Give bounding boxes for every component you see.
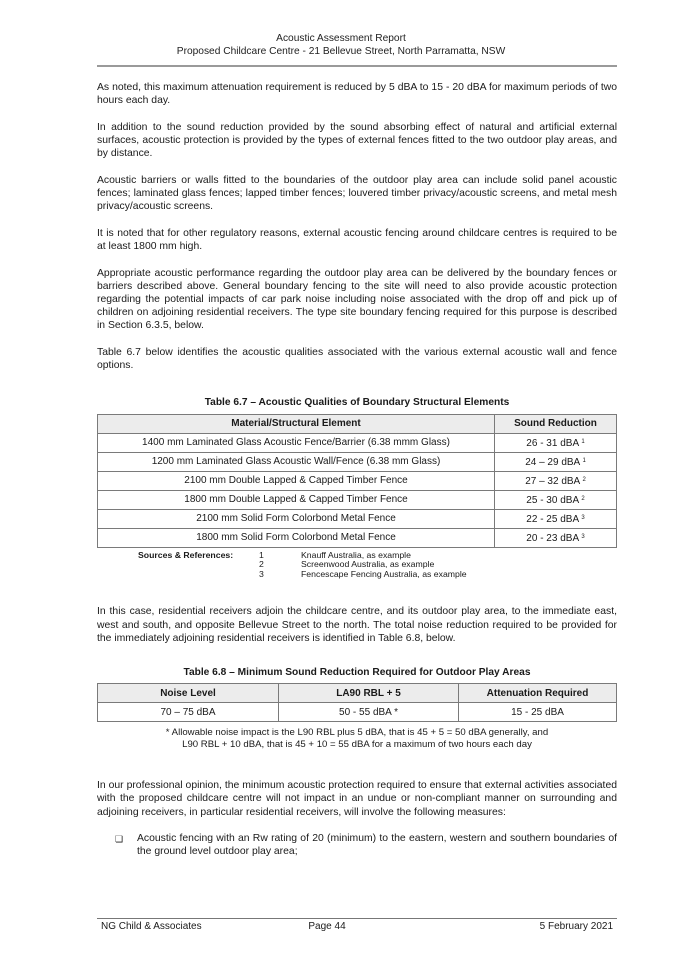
- checkbox-bullet-icon: ❏: [115, 834, 124, 845]
- paragraph: It is noted that for other regulatory reasons, external acoustic fencing around childcare centres is required to be at least 1800 mm high.: [97, 227, 617, 252]
- table-row: [98, 509, 617, 528]
- paragraph: In this case, residential receivers adjoin the childcare centre, and its outdoor play area, to the immediate east, west and south, and opposite Bellevue Street to the north. The total noise reduction required to be provided for the immediately adjoining residential receivers is identified in Table 6.8, below.: [97, 606, 617, 644]
- page-header: [0, 32, 682, 58]
- table-row: [98, 703, 617, 722]
- bullet-text: Acoustic fencing with an Rw rating of 20 (minimum) to the eastern, western and southern boundaries of the ground level outdoor play area;: [137, 833, 617, 858]
- element-cell: 1800 mm Double Lapped & Capped Timber Fence: [98, 490, 495, 509]
- element-cell: 1200 mm Laminated Glass Acoustic Wall/Fence (6.38 mm Glass): [98, 452, 495, 471]
- reduction-cell: 25 - 30 dBA $^2$: [495, 490, 617, 509]
- footer-divider: [97, 918, 617, 919]
- source-text: Fencescape Fencing Australia, as example: [301, 568, 467, 579]
- source-text: Screenwood Australia, as example: [301, 559, 435, 570]
- table-note: [97, 727, 617, 751]
- table-row: [98, 452, 617, 471]
- table-6-8-caption: Table 6.8 – Minimum Sound Reduction Required for Outdoor Play Areas: [183, 667, 531, 678]
- sources-label: Sources & References:: [138, 549, 234, 560]
- table-header-row: [98, 684, 617, 703]
- element-cell: 2100 mm Double Lapped & Capped Timber Fence: [98, 471, 495, 490]
- paragraph: In our professional opinion, the minimum acoustic protection required to ensure that external activities associated with the proposed childcare centre will not impact in an undue or non-compliant manner on surrounding and adjoining receivers, in particular residential receivers, will involve the following measures:: [97, 780, 617, 818]
- table-6-7-caption: Table 6.7 – Acoustic Qualities of Boundary Structural Elements: [204, 397, 510, 409]
- note-line: * Allowable noise impact is the L90 RBL plus 5 dBA, that is 45 + 5 = 50 dBA generally, and: [165, 727, 549, 739]
- source-text: Knauff Australia, as example: [301, 549, 411, 560]
- noise-level-cell: 70 – 75 dBA: [98, 703, 279, 722]
- footer-date: 5 February 2021: [539, 921, 614, 932]
- page-body: [97, 81, 617, 859]
- la90-cell: 50 - 55 dBA *: [279, 703, 459, 722]
- attenuation-cell: 15 - 25 dBA: [459, 703, 617, 722]
- reduction-cell: 20 - 23 dBA $^3$: [495, 528, 617, 547]
- table-row: [98, 471, 617, 490]
- note-line: L90 RBL + 10 dBA, that is 45 + 10 = 55 dBA for a maximum of two hours each day: [182, 739, 532, 751]
- source-number: 2: [259, 559, 264, 570]
- table-row: [98, 433, 617, 452]
- table-row: [98, 490, 617, 509]
- column-header: Sound Reduction: [495, 414, 617, 433]
- report-subtitle: Proposed Childcare Centre - 21 Bellevue Street, North Parramatta, NSW: [176, 46, 506, 57]
- paragraph: Table 6.7 below identifies the acoustic qualities associated with the various external acoustic wall and fence options.: [97, 347, 617, 372]
- reduction-cell: 24 – 29 dBA $^1$: [495, 452, 617, 471]
- paragraph: Acoustic barriers or walls fitted to the boundaries of the outdoor play area can include solid panel acoustic fences; laminated glass fences; lapped timber fences; louvered timber privacy/acoustic screens, and metal mesh privacy/acoustic screens.: [97, 174, 617, 213]
- reduction-cell: 26 - 31 dBA $^1$: [495, 433, 617, 452]
- paragraph: As noted, this maximum attenuation requirement is reduced by 5 dBA to 15 - 20 dBA for maximum periods of two hours each day.: [97, 82, 617, 107]
- footer-page-number: Page 44: [308, 921, 346, 932]
- column-header: Noise Level: [98, 684, 279, 703]
- report-title: Acoustic Assessment Report: [276, 33, 406, 44]
- source-number: 1: [259, 549, 264, 560]
- bullet-item: [115, 832, 617, 858]
- page-footer: [101, 921, 613, 932]
- source-number: 3: [259, 568, 264, 579]
- table-6-7: [97, 414, 617, 548]
- element-cell: 1800 mm Solid Form Colorbond Metal Fence: [98, 528, 495, 547]
- element-cell: 2100 mm Solid Form Colorbond Metal Fence: [98, 509, 495, 528]
- table-6-8: [97, 683, 617, 722]
- reduction-cell: 22 - 25 dBA $^3$: [495, 509, 617, 528]
- header-divider: [97, 65, 617, 67]
- column-header: Material/Structural Element: [98, 414, 495, 433]
- table-header-row: [98, 414, 617, 433]
- table-row: [98, 528, 617, 547]
- column-header: LA90 RBL + 5: [279, 684, 459, 703]
- paragraph: In addition to the sound reduction provided by the sound absorbing effect of natural and artificial external surfaces, acoustic protection is provided by the types of external fences fitted to the two outdoor play areas, and by distance.: [97, 121, 617, 160]
- paragraph: Appropriate acoustic performance regarding the outdoor play area can be delivered by the boundary fences or barriers described above. General boundary fencing to the site will need to also provide acoustic protection regarding the potential impacts of car park noise including noise associated with the drop off and pick up of children on adjoining residential receivers. The type site boundary fencing required for this purpose is described in Section 6.3.5, below.: [97, 267, 617, 332]
- sources-references: [138, 551, 617, 580]
- column-header: Attenuation Required: [459, 684, 617, 703]
- reduction-cell: 27 – 32 dBA $^2$: [495, 471, 617, 490]
- footer-company: NG Child & Associates: [101, 921, 202, 932]
- element-cell: 1400 mm Laminated Glass Acoustic Fence/Barrier (6.38 mmm Glass): [98, 433, 495, 452]
